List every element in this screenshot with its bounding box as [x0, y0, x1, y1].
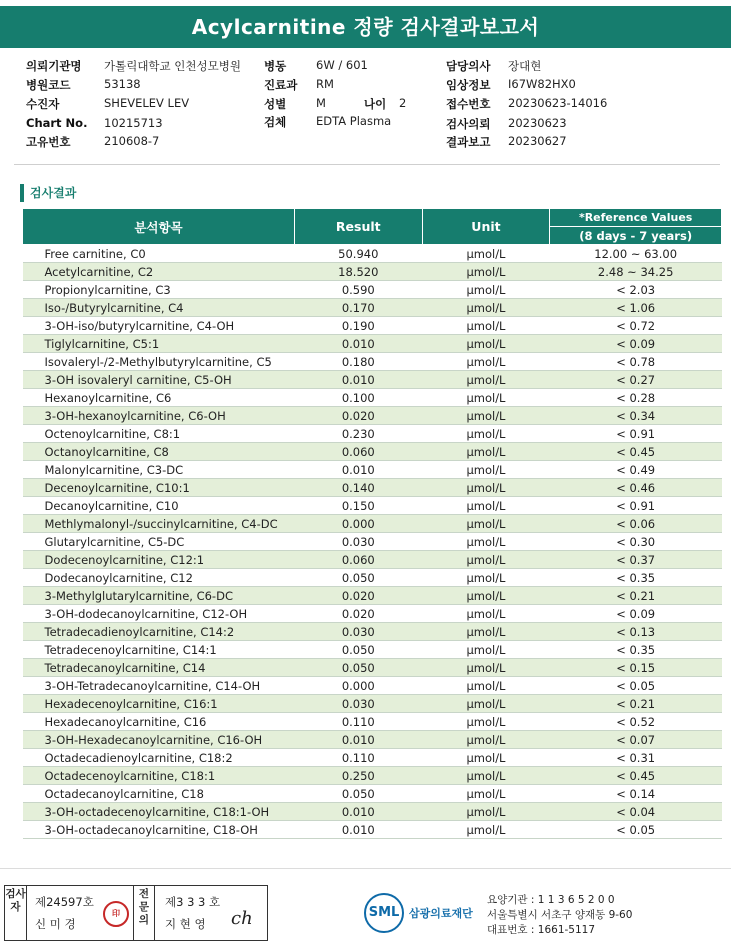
result-value: 0.180 — [294, 353, 422, 371]
unit-value: μmol/L — [422, 821, 550, 839]
analyte-name: 3-OH-octadecanoylcarnitine, C18-OH — [23, 821, 295, 839]
analyte-name: Decenoylcarnitine, C10:1 — [23, 479, 295, 497]
result-value: 0.050 — [294, 569, 422, 587]
reference-value: < 0.21 — [550, 695, 722, 713]
result-value: 0.010 — [294, 731, 422, 749]
analyte-name: 3-OH-hexanoylcarnitine, C6-OH — [23, 407, 295, 425]
table-row — [23, 389, 722, 407]
analyte-name: 3-OH-Hexadecanoylcarnitine, C16-OH — [23, 731, 295, 749]
unit-value: μmol/L — [422, 749, 550, 767]
unit-value: μmol/L — [422, 551, 550, 569]
table-row — [23, 641, 722, 659]
doctor-label: 담당의사 — [446, 59, 491, 73]
result-value: 0.030 — [294, 533, 422, 551]
result-value: 0.030 — [294, 695, 422, 713]
unit-value: μmol/L — [422, 533, 550, 551]
analyte-name: Tetradecenoylcarnitine, C14:1 — [23, 641, 295, 659]
result-value: 0.170 — [294, 299, 422, 317]
unit-value: μmol/L — [422, 785, 550, 803]
analyte-name: Acetylcarnitine, C2 — [23, 263, 295, 281]
result-value: 0.190 — [294, 317, 422, 335]
reference-value: < 0.31 — [550, 749, 722, 767]
result-value: 0.250 — [294, 767, 422, 785]
reference-value: < 0.49 — [550, 461, 722, 479]
ward-value: 6W / 601 — [316, 58, 368, 72]
reference-value: < 0.06 — [550, 515, 722, 533]
request-date-label: 검사의뢰 — [446, 117, 491, 131]
reference-value: < 0.04 — [550, 803, 722, 821]
result-value: 0.050 — [294, 641, 422, 659]
analyte-name: Tetradecanoylcarnitine, C14 — [23, 659, 295, 677]
header-reference: *Reference Values — [550, 209, 722, 227]
table-row — [23, 407, 722, 425]
sml-logo-name: 삼광의료재단 — [409, 907, 473, 920]
reference-value: < 0.34 — [550, 407, 722, 425]
reference-value: < 0.78 — [550, 353, 722, 371]
unit-value: μmol/L — [422, 605, 550, 623]
table-row — [23, 371, 722, 389]
analyte-name: Hexanoylcarnitine, C6 — [23, 389, 295, 407]
result-value: 0.150 — [294, 497, 422, 515]
analyte-name: Decanoylcarnitine, C10 — [23, 497, 295, 515]
examiner-no: 제24597호 — [35, 895, 94, 909]
ward-label: 병동 — [264, 59, 287, 73]
analyte-name: Free carnitine, C0 — [23, 245, 295, 263]
unit-value: μmol/L — [422, 479, 550, 497]
table-row — [23, 281, 722, 299]
hospital-code-label: 병원코드 — [26, 78, 71, 92]
reference-value: < 0.28 — [550, 389, 722, 407]
report-title: Acylcarnitine 정량 검사결과보고서 — [0, 6, 731, 48]
doctor-value: 장대현 — [508, 59, 542, 73]
analyte-name: Tiglylcarnitine, C5:1 — [23, 335, 295, 353]
unit-value: μmol/L — [422, 389, 550, 407]
analyte-name: Glutarylcarnitine, C5-DC — [23, 533, 295, 551]
reference-value: < 0.13 — [550, 623, 722, 641]
unit-value: μmol/L — [422, 425, 550, 443]
table-row — [23, 695, 722, 713]
sml-logo — [364, 893, 486, 933]
result-value: 0.230 — [294, 425, 422, 443]
analyte-name: Dodecanoylcarnitine, C12 — [23, 569, 295, 587]
clinical-info-label: 임상정보 — [446, 78, 491, 92]
table-row — [23, 245, 722, 263]
analyte-name: Isovaleryl-/2-Methylbutyrylcarnitine, C5 — [23, 353, 295, 371]
table-row — [23, 803, 722, 821]
table-row — [23, 425, 722, 443]
unit-value: μmol/L — [422, 587, 550, 605]
examiner-name: 신 미 경 — [35, 917, 76, 931]
analyte-name: Methlymalonyl-/succinylcarnitine, C4-DC — [23, 515, 295, 533]
header-result: Result — [294, 209, 422, 245]
receipt-no-label: 접수번호 — [446, 97, 491, 111]
sex-label: 성별 — [264, 97, 287, 111]
table-row — [23, 353, 722, 371]
approver-no: 제3 3 3 호 — [165, 895, 221, 909]
table-row — [23, 659, 722, 677]
clinical-info-value: I67W82HX0 — [508, 77, 576, 91]
department-value: RM — [316, 77, 334, 91]
patient-value: SHEVELEV LEV — [104, 96, 190, 110]
unit-value: μmol/L — [422, 677, 550, 695]
results-body — [23, 245, 722, 839]
table-row — [23, 515, 722, 533]
unit-value: μmol/L — [422, 317, 550, 335]
unique-no-value: 210608-7 — [104, 134, 160, 148]
result-value: 0.010 — [294, 803, 422, 821]
examiner-label: 검사자 — [5, 886, 27, 940]
phone: 대표번호 : 1661-5117 — [487, 924, 596, 936]
reference-value: < 0.09 — [550, 605, 722, 623]
header-unit: Unit — [422, 209, 550, 245]
unique-no-label: 고유번호 — [26, 135, 71, 149]
table-row — [23, 497, 722, 515]
receipt-no-value: 20230623-14016 — [508, 96, 608, 110]
table-row — [23, 317, 722, 335]
reference-value: < 0.09 — [550, 335, 722, 353]
patient-label: 수진자 — [26, 97, 60, 111]
reference-value: < 0.05 — [550, 821, 722, 839]
result-value: 50.940 — [294, 245, 422, 263]
result-value: 0.050 — [294, 659, 422, 677]
approver-label: 전문의 — [133, 886, 155, 940]
hospital-code-value: 53138 — [104, 77, 141, 91]
results-table — [22, 208, 722, 839]
unit-value: μmol/L — [422, 461, 550, 479]
analyte-name: Octadecenoylcarnitine, C18:1 — [23, 767, 295, 785]
table-row — [23, 785, 722, 803]
analyte-name: Hexadecanoylcarnitine, C16 — [23, 713, 295, 731]
reference-value: < 0.35 — [550, 641, 722, 659]
header-reference-range: (8 days - 7 years) — [550, 227, 722, 245]
analyte-name: Tetradecadienoylcarnitine, C14:2 — [23, 623, 295, 641]
reference-value: < 0.05 — [550, 677, 722, 695]
analyte-name: Propionylcarnitine, C3 — [23, 281, 295, 299]
analyte-name: Dodecenoylcarnitine, C12:1 — [23, 551, 295, 569]
table-row — [23, 569, 722, 587]
approver-name: 지 현 영 — [165, 917, 206, 931]
analyte-name: Octadecanoylcarnitine, C18 — [23, 785, 295, 803]
table-row — [23, 461, 722, 479]
unit-value: μmol/L — [422, 731, 550, 749]
table-row — [23, 821, 722, 839]
unit-value: μmol/L — [422, 245, 550, 263]
unit-value: μmol/L — [422, 497, 550, 515]
unit-value: μmol/L — [422, 569, 550, 587]
reference-value: < 0.15 — [550, 659, 722, 677]
table-row — [23, 677, 722, 695]
reference-value: < 0.27 — [550, 371, 722, 389]
result-value: 0.050 — [294, 785, 422, 803]
report-date-label: 결과보고 — [446, 135, 491, 149]
reference-value: < 0.14 — [550, 785, 722, 803]
signature-box — [4, 885, 268, 941]
unit-value: μmol/L — [422, 281, 550, 299]
unit-value: μmol/L — [422, 407, 550, 425]
analyte-name: Octadecadienoylcarnitine, C18:2 — [23, 749, 295, 767]
analyte-name: Octanoylcarnitine, C8 — [23, 443, 295, 461]
reference-value: < 0.35 — [550, 569, 722, 587]
reference-value: < 0.21 — [550, 587, 722, 605]
analyte-name: 3-OH-Tetradecanoylcarnitine, C14-OH — [23, 677, 295, 695]
table-row — [23, 731, 722, 749]
unit-value: μmol/L — [422, 515, 550, 533]
unit-value: μmol/L — [422, 695, 550, 713]
unit-value: μmol/L — [422, 353, 550, 371]
analyte-name: 3-OH-octadecenoylcarnitine, C18:1-OH — [23, 803, 295, 821]
result-value: 0.140 — [294, 479, 422, 497]
result-value: 0.110 — [294, 749, 422, 767]
sml-logo-mark: SML — [364, 893, 404, 933]
reference-value: < 0.30 — [550, 533, 722, 551]
table-row — [23, 443, 722, 461]
table-row — [23, 263, 722, 281]
analyte-name: 3-Methylglutarylcarnitine, C6-DC — [23, 587, 295, 605]
sex-value: M — [316, 96, 326, 110]
analyte-name: Malonylcarnitine, C3-DC — [23, 461, 295, 479]
seal-stamp-icon: 印 — [103, 901, 129, 927]
result-value: 0.000 — [294, 515, 422, 533]
reference-value: < 0.52 — [550, 713, 722, 731]
table-row — [23, 623, 722, 641]
result-value: 0.020 — [294, 407, 422, 425]
reference-value: 2.48 ~ 34.25 — [550, 263, 722, 281]
specimen-label: 검체 — [264, 115, 287, 129]
analyte-name: 3-OH-iso/butyrylcarnitine, C4-OH — [23, 317, 295, 335]
result-value: 0.010 — [294, 371, 422, 389]
analyte-name: 3-OH isovaleryl carnitine, C5-OH — [23, 371, 295, 389]
specimen-value: EDTA Plasma — [316, 114, 392, 128]
lab-address — [487, 893, 632, 938]
table-row — [23, 335, 722, 353]
footer-divider — [0, 868, 731, 869]
result-value: 0.000 — [294, 677, 422, 695]
result-value: 0.590 — [294, 281, 422, 299]
unit-value: μmol/L — [422, 767, 550, 785]
result-value: 0.020 — [294, 587, 422, 605]
result-value: 0.110 — [294, 713, 422, 731]
unit-value: μmol/L — [422, 641, 550, 659]
unit-value: μmol/L — [422, 371, 550, 389]
result-value: 0.030 — [294, 623, 422, 641]
department-label: 진료과 — [264, 78, 298, 92]
result-value: 0.060 — [294, 551, 422, 569]
table-row — [23, 479, 722, 497]
reference-value: < 0.91 — [550, 425, 722, 443]
header-item: 분석항목 — [23, 209, 295, 245]
reference-value: 12.00 ~ 63.00 — [550, 245, 722, 263]
age-label: 나이 — [364, 97, 387, 111]
care-code: 요양기관 : 1 1 3 6 5 2 0 0 — [487, 894, 615, 906]
unit-value: μmol/L — [422, 713, 550, 731]
table-row — [23, 587, 722, 605]
divider — [14, 164, 720, 165]
reference-value: < 2.03 — [550, 281, 722, 299]
reference-value: < 0.45 — [550, 443, 722, 461]
section-title: 검사결과 — [20, 184, 76, 202]
chart-no-value: 10215713 — [104, 116, 163, 130]
table-row — [23, 713, 722, 731]
requesting-institution-value: 가톨릭대학교 인천성모병원 — [104, 59, 241, 73]
report-date-value: 20230627 — [508, 134, 567, 148]
table-row — [23, 299, 722, 317]
result-value: 0.010 — [294, 335, 422, 353]
result-value: 0.010 — [294, 821, 422, 839]
unit-value: μmol/L — [422, 299, 550, 317]
table-row — [23, 551, 722, 569]
requesting-institution-label: 의뢰기관명 — [26, 59, 82, 73]
request-date-value: 20230623 — [508, 116, 567, 130]
reference-value: < 0.46 — [550, 479, 722, 497]
analyte-name: Hexadecenoylcarnitine, C16:1 — [23, 695, 295, 713]
reference-value: < 0.07 — [550, 731, 722, 749]
table-row — [23, 605, 722, 623]
reference-value: < 0.45 — [550, 767, 722, 785]
signature: ch — [231, 908, 253, 929]
unit-value: μmol/L — [422, 623, 550, 641]
reference-value: < 0.37 — [550, 551, 722, 569]
reference-value: < 0.72 — [550, 317, 722, 335]
result-value: 0.060 — [294, 443, 422, 461]
result-value: 0.100 — [294, 389, 422, 407]
analyte-name: 3-OH-dodecanoylcarnitine, C12-OH — [23, 605, 295, 623]
result-value: 0.020 — [294, 605, 422, 623]
analyte-name: Octenoylcarnitine, C8:1 — [23, 425, 295, 443]
address: 서울특별시 서초구 양재동 9-60 — [487, 909, 633, 921]
unit-value: μmol/L — [422, 803, 550, 821]
analyte-name: Iso-/Butyrylcarnitine, C4 — [23, 299, 295, 317]
age-value: 2 — [399, 96, 407, 110]
unit-value: μmol/L — [422, 443, 550, 461]
unit-value: μmol/L — [422, 263, 550, 281]
chart-no-label: Chart No. — [26, 116, 88, 130]
unit-value: μmol/L — [422, 659, 550, 677]
result-value: 0.010 — [294, 461, 422, 479]
reference-value: < 1.06 — [550, 299, 722, 317]
table-row — [23, 767, 722, 785]
table-row — [23, 749, 722, 767]
reference-value: < 0.91 — [550, 497, 722, 515]
unit-value: μmol/L — [422, 335, 550, 353]
patient-info — [0, 56, 731, 152]
result-value: 18.520 — [294, 263, 422, 281]
table-row — [23, 533, 722, 551]
